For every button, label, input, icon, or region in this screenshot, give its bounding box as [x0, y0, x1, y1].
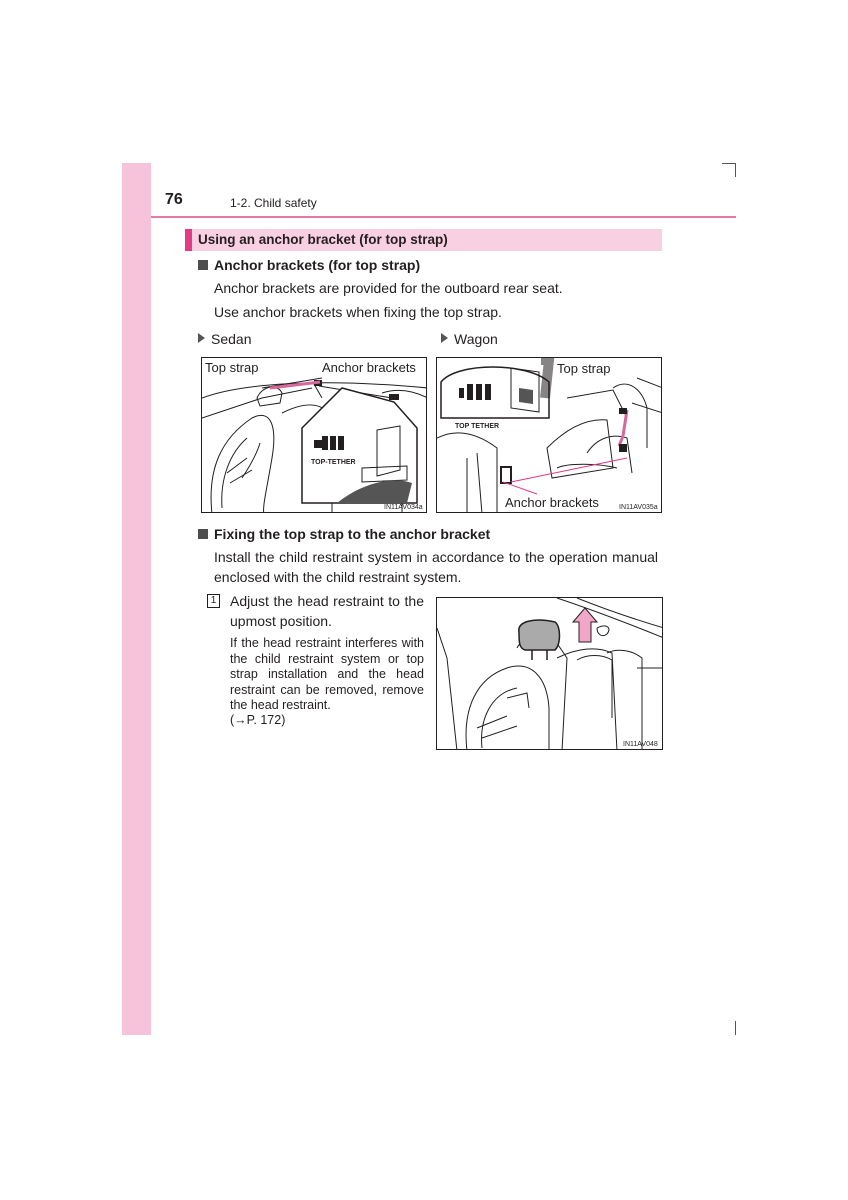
crop-mark-top-right	[722, 163, 736, 177]
fixing-heading	[198, 526, 490, 542]
square-bullet-icon	[198, 529, 208, 539]
crop-mark-bottom-right	[735, 1021, 736, 1035]
anchor-brackets-heading-text: Anchor brackets (for top strap)	[214, 257, 421, 273]
sedan-anchor-figure	[201, 357, 427, 513]
sedan-anchor-brackets-label: Anchor brackets	[322, 360, 416, 375]
triangle-bullet-icon	[441, 333, 448, 343]
triangle-bullet-icon	[198, 333, 205, 343]
sedan-caption	[198, 331, 251, 347]
topic-title: Using an anchor bracket (for top strap)	[198, 232, 448, 247]
step-number: 1	[207, 594, 220, 608]
fixing-heading-text: Fixing the top strap to the anchor bracket	[214, 526, 491, 542]
page-reference: (→P. 172)	[230, 713, 286, 727]
wagon-illustration	[437, 358, 662, 513]
anchor-line-1: Anchor brackets are provided for the outboard rear seat.	[214, 280, 563, 296]
header-rule	[151, 216, 736, 218]
wagon-caption	[441, 331, 498, 347]
step-text: Adjust the head restraint to the upmost position.	[230, 593, 424, 629]
anchor-line-2: Use anchor brackets when fixing the top strap.	[214, 304, 502, 320]
step-note: If the head restraint interferes with the child restraint system or top strap installation and the head restraint can be removed, remove the head restraint.	[230, 636, 424, 712]
sedan-top-tether-text: TOP-TETHER	[311, 459, 356, 466]
headrest-figure-code: IN11AV048	[623, 741, 658, 748]
anchor-brackets-heading	[198, 257, 420, 273]
wagon-figure-code: IN11AV035a	[619, 504, 658, 511]
sedan-caption-text: Sedan	[211, 331, 252, 347]
head-restraint-figure	[436, 597, 663, 750]
fixing-paragraph: Install the child restraint system in accordance to the operation manual enclosed with the child restraint system.	[214, 549, 658, 585]
sedan-illustration	[202, 358, 427, 513]
topic-title-bar	[185, 229, 662, 251]
wagon-anchor-figure	[436, 357, 662, 513]
head-restraint-illustration	[437, 598, 663, 750]
page-number: 76	[165, 191, 183, 208]
section-header: 1-2. Child safety	[230, 196, 317, 210]
wagon-caption-text: Wagon	[454, 331, 498, 347]
sedan-figure-code: IN11AV034a	[384, 504, 423, 511]
wagon-anchor-brackets-label: Anchor brackets	[505, 495, 599, 510]
wagon-top-strap-label: Top strap	[557, 361, 611, 376]
square-bullet-icon	[198, 260, 208, 270]
side-color-strip	[122, 163, 151, 1035]
wagon-top-tether-text: TOP TETHER	[455, 423, 500, 430]
sedan-top-strap-label: Top strap	[205, 360, 259, 375]
